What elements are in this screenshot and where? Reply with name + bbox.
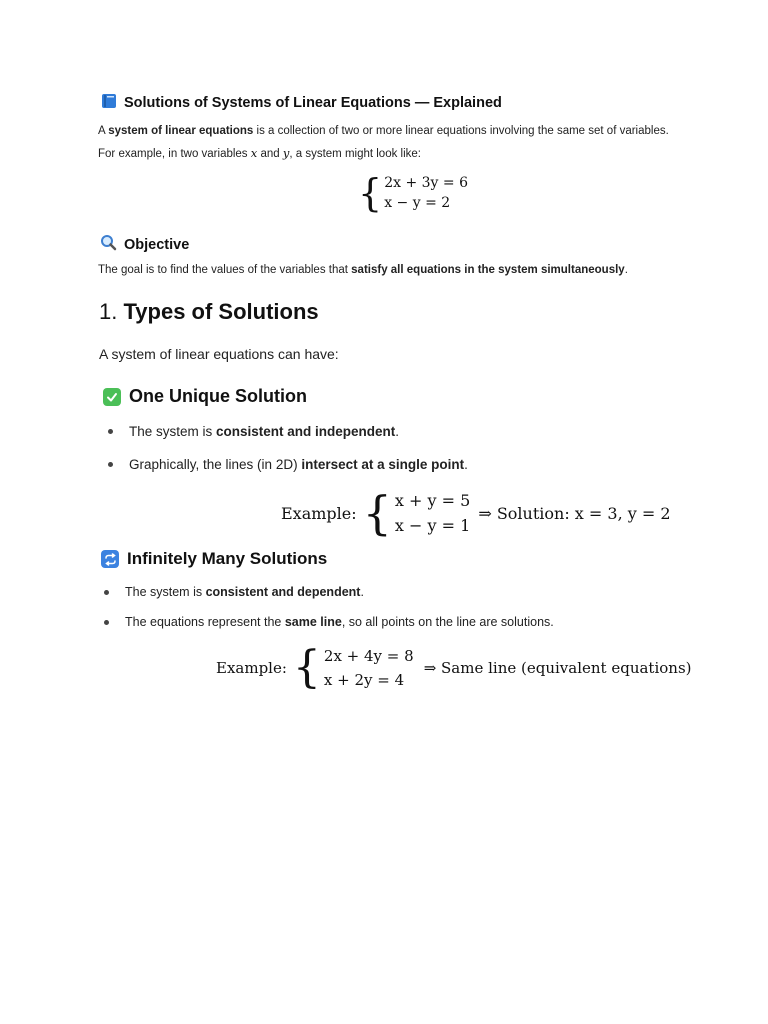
section-title: Types of Solutions <box>123 299 319 324</box>
repeat-icon <box>101 550 119 568</box>
bullet <box>108 462 113 467</box>
intro-system <box>358 171 468 215</box>
objective-heading <box>100 234 189 255</box>
section-intro: A system of linear equations can have: <box>99 346 339 362</box>
equation: 2x + 4y = 8 <box>323 647 414 665</box>
example-result: ⇒ Solution: x = 3, y = 2 <box>478 503 671 523</box>
bullet <box>104 590 109 595</box>
check-mark-icon <box>103 388 121 406</box>
unique-title: One Unique Solution <box>129 386 307 406</box>
intro-paragraph: A system of linear equations is a collection of two or more linear equations involving the same set of variables. For example, in two variables x and y, a system might look like: <box>98 125 669 160</box>
list-item: The system is consistent and dependent. <box>104 585 364 599</box>
equation: x + 2y = 4 <box>323 671 405 689</box>
section-number: 1. <box>99 299 118 324</box>
list-item: Graphically, the lines (in 2D) intersect at a single point. <box>108 457 468 472</box>
magnifying-glass-icon <box>100 234 117 255</box>
example-label: Example: <box>216 659 287 677</box>
objective-title: Objective <box>124 236 190 253</box>
left-brace: { <box>358 171 383 215</box>
example-label: Example: <box>281 503 357 523</box>
left-brace: { <box>292 642 321 693</box>
intro-heading <box>101 93 502 113</box>
infinite-example <box>216 642 692 693</box>
book-icon <box>101 93 117 113</box>
infinite-title: Infinitely Many Solutions <box>127 549 328 568</box>
list-item: The equations represent the same line, so all points on the line are solutions. <box>104 615 554 629</box>
section-heading <box>99 299 319 325</box>
infinite-heading <box>101 549 327 569</box>
bullet <box>108 429 113 434</box>
equation: 2x + 3y = 6 <box>384 175 468 191</box>
unique-heading <box>103 386 307 407</box>
bullet <box>104 620 109 625</box>
example-result: ⇒ Same line (equivalent equations) <box>423 659 692 677</box>
equation: x − y = 1 <box>394 516 471 535</box>
equation: x + y = 5 <box>394 491 471 510</box>
unique-example <box>281 486 671 540</box>
intro-title: Solutions of Systems of Linear Equations — Explained <box>124 95 502 111</box>
objective-paragraph: The goal is to find the values of the variables that satisfy all equations in the system simultaneously. <box>98 264 628 276</box>
equation: x − y = 2 <box>384 195 451 211</box>
left-brace: { <box>362 486 392 540</box>
list-item: The system is consistent and independent. <box>108 424 399 439</box>
